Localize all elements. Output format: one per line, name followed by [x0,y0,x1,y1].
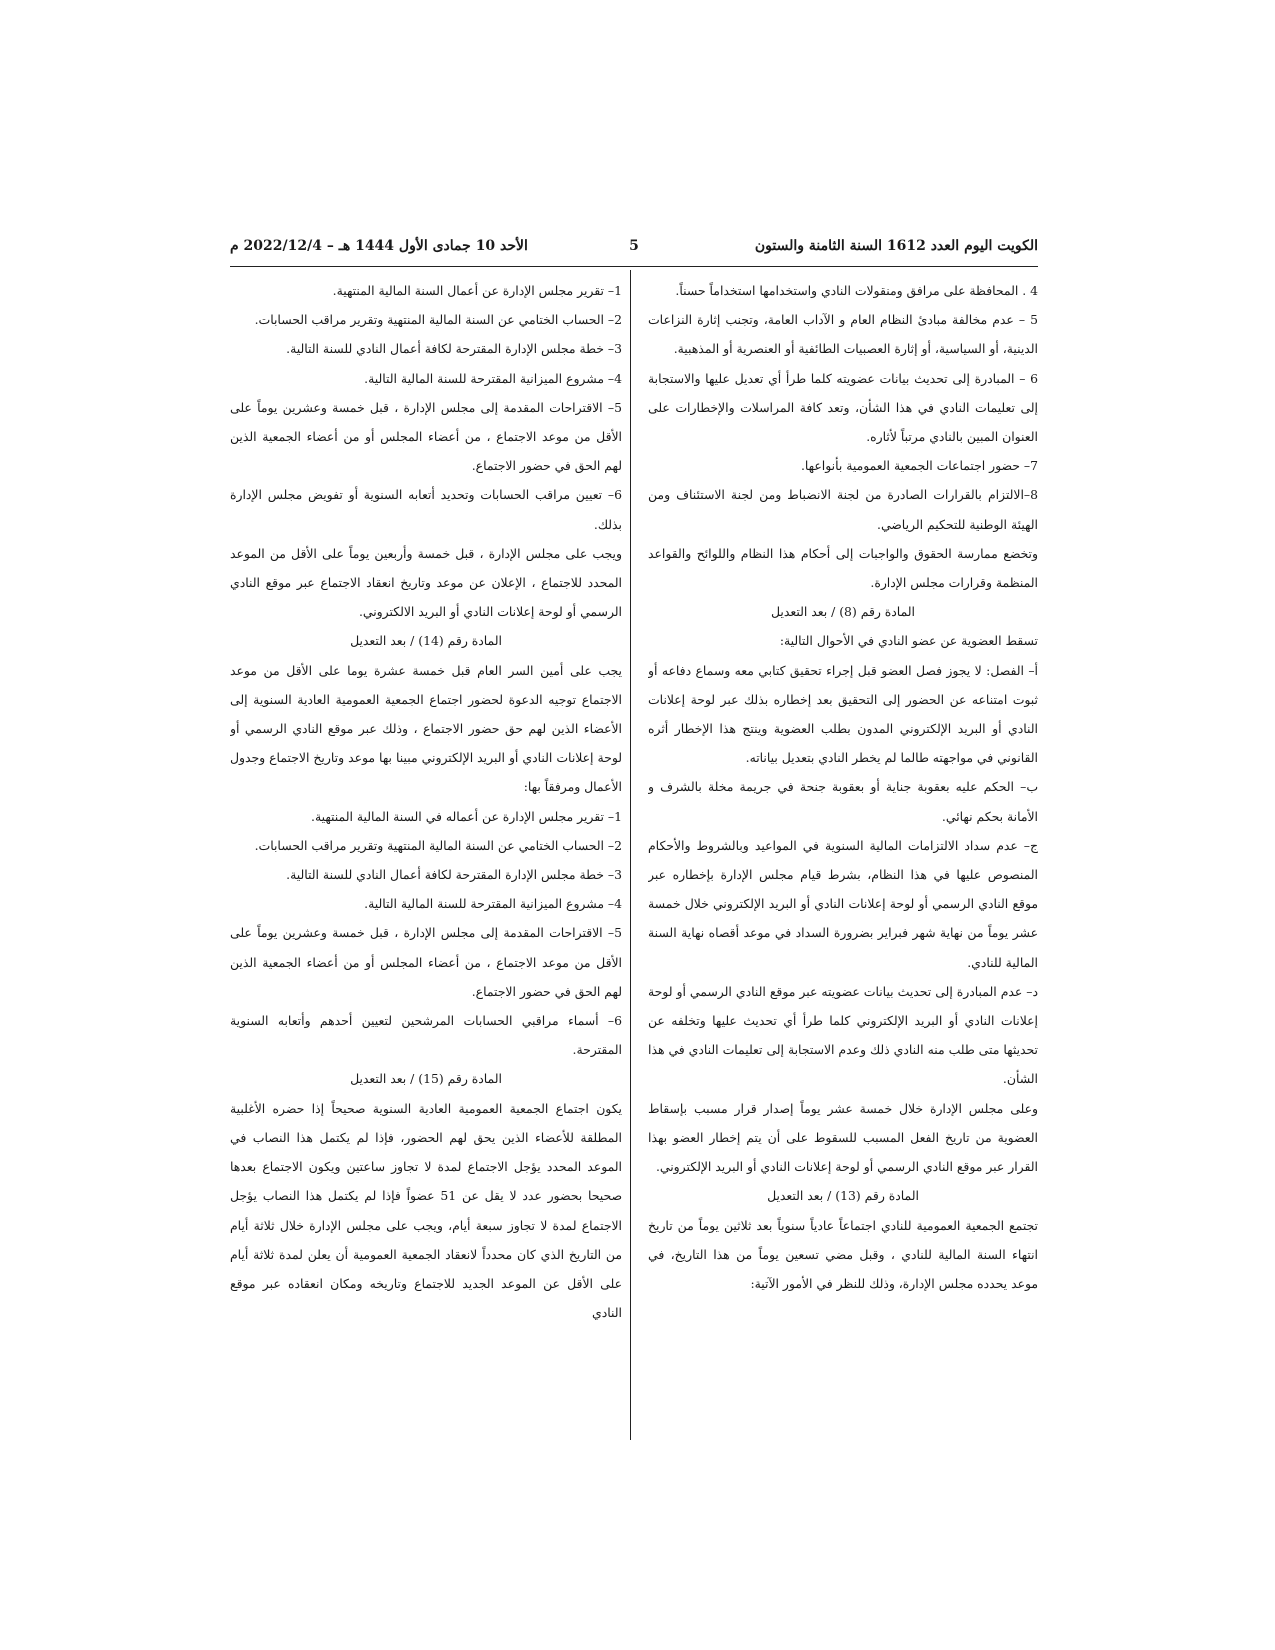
paragraph: 5– الاقتراحات المقدمة إلى مجلس الإدارة ، قبل خمسة وعشرين يوماً على الأقل من موعد الاجتماع ، من أعضاء المجلس أو من أعضاء الجمعية الذين لهم الحق في حضور الاجتماع. [230,925,622,999]
issue-date: الأحد 10 جمادى الأول 1444 هـ – 2022/12/4 م [230,238,528,254]
article-heading: المادة رقم (15) / بعد التعديل [350,1071,502,1087]
paragraph: 4– مشروع الميزانية المقترحة للسنة المالية التالية. [364,896,622,912]
page-header [230,238,1038,268]
paragraph: 6– أسماء مراقبي الحسابات المرشحين لتعيين أحدهم وأتعابه السنوية المقترحة. [230,1013,622,1058]
paragraph: 6 – المبادرة إلى تحديث بيانات عضويته كلما طرأ أي تعديل عليها والاستجابة إلى تعليمات النادي في هذا الشأن، وتعد كافة المراسلات والإخطارات على العنوان المبين بالنادي مرتباً لأثاره. [648,370,1038,445]
paragraph: يجب على أمين السر العام قبل خمسة عشرة يوما على الأقل من موعد الاجتماع توجيه الدعوة لحضور اجتماع الجمعية العمومية العادية السنوية إلى الأعضاء الذين لهم حق حضور الاجتماع ، وذلك عبر موقع النادي الرسمي أو لوحة إعلانات النادي أو البريد الإلكتروني مبينا بها موعد وتاريخ الاجتماع وجدول الأعمال ومرفقاً بها: [230,662,622,795]
header-rule [230,266,1038,267]
paragraph: تجتمع الجمعية العمومية للنادي اجتماعاً عادياً سنوياً بعد ثلاثين يوماً من تاريخ انتهاء السنة المالية للنادي ، وقبل مضي تسعين يوماً من هذا التاريخ، في موعد يحدده مجلس الإدارة، وذلك للنظر في الأمور الآتية: [648,1217,1038,1291]
paragraph: 3– خطة مجلس الإدارة المقترحة لكافة أعمال النادي للسنة التالية. [286,341,622,357]
column-divider [630,270,631,1440]
paragraph: 6– تعيين مراقب الحسابات وتحديد أتعابه السنوية أو تفويض مجلس الإدارة بذلك. [230,487,622,532]
paragraph: 4– مشروع الميزانية المقترحة للسنة المالية التالية. [364,370,622,386]
paragraph: 5 – عدم مخالفة مبادئ النظام العام و الآداب العامة، وتجنب إثارة النزاعات الدينية، أو السياسية، أو إثارة العصبيات الطائفية أو العنصرية أو المذهبية. [648,312,1038,357]
paragraph: وعلى مجلس الإدارة خلال خمسة عشر يوماً إصدار قرار مسبب بإسقاط العضوية من تاريخ الفعل المسبب للسقوط على أن يتم إخطار العضو بهذا القرار عبر موقع النادي الرسمي أو لوحة إعلانات النادي أو البريد الإلكتروني. [648,1100,1038,1175]
paragraph: ب– الحكم عليه بعقوبة جناية أو بعقوبة جنحة في جريمة مخلة بالشرف و الأمانة بحكم نهائي. [648,779,1038,824]
paragraph: 5– الاقتراحات المقدمة إلى مجلس الإدارة ، قبل خمسة وعشرين يوماً على الأقل من موعد الاجتماع ، من أعضاء المجلس أو من أعضاء الجمعية الذين لهم الحق في حضور الاجتماع. [230,399,622,474]
paragraph: 4 . المحافظة على مرافق ومنقولات النادي واستخدامها استخداماً حسناً. [675,283,1038,298]
article-heading: المادة رقم (13) / بعد التعديل [767,1188,919,1204]
paragraph: 2– الحساب الختامي عن السنة المالية المنتهية وتقرير مراقب الحسابات. [254,837,622,853]
gazette-issue-title: الكويت اليوم العدد 1612 السنة الثامنة والستون [754,238,1038,254]
paragraph: 1– تقرير مجلس الإدارة عن أعمال السنة المالية المنتهية. [332,283,622,298]
right-column [648,276,1038,1436]
paragraph: 1– تقرير مجلس الإدارة عن أعماله في السنة المالية المنتهية. [311,808,622,824]
article-heading: المادة رقم (8) / بعد التعديل [771,604,915,620]
paragraph: ج– عدم سداد الالتزامات المالية السنوية في المواعيد وبالشروط والأحكام المنصوص عليها في هذا النظام، بشرط قيام مجلس الإدارة بإخطاره عبر موقع النادي الرسمي أو لوحة إعلانات النادي أو البريد الإلكتروني خلال خمسة عشر يوماً من نهاية شهر فبراير بضرورة السداد في موعد أقصاه نهاية السنة المالية للنادي. [648,837,1038,970]
page-number: 5 [629,238,639,254]
left-column [230,276,622,1436]
paragraph: تسقط العضوية عن عضو النادي في الأحوال التالية: [779,633,1038,649]
paragraph: وتخضع ممارسة الحقوق والواجبات إلى أحكام هذا النظام واللوائح والقواعد المنظمة وقرارات مجلس الإدارة. [648,545,1038,591]
article-heading: المادة رقم (14) / بعد التعديل [350,633,502,649]
paragraph: 3– خطة مجلس الإدارة المقترحة لكافة أعمال النادي للسنة التالية. [286,867,622,883]
paragraph: 8–الالتزام بالقرارات الصادرة من لجنة الانضباط ومن لجنة الاستئناف ومن الهيئة الوطنية للتحكيم الرياضي. [648,487,1038,532]
paragraph: ويجب على مجلس الإدارة ، قبل خمسة وأربعين يوماً على الأقل من الموعد المحدد للاجتماع ، الإعلان عن موعد وتاريخ انعقاد الاجتماع عبر موقع النادي الرسمي أو لوحة إعلانات النادي أو البريد الالكتروني. [230,545,622,620]
paragraph: 2– الحساب الختامي عن السنة المالية المنتهية وتقرير مراقب الحسابات. [254,312,622,328]
paragraph: أ– الفصل: لا يجوز فصل العضو قبل إجراء تحقيق كتابي معه وسماع دفاعه أو ثبوت امتناعه عن الحضور إلى التحقيق بعد إخطاره بذلك عبر لوحة إعلانات النادي أو البريد الإلكتروني المدون بطلب العضوية وينتج هذا الإخطار أثره القانوني في مواجهته طالما لم يخطر النادي بتعديل بياناته. [648,662,1038,766]
paragraph: د– عدم المبادرة إلى تحديث بيانات عضويته عبر موقع النادي الرسمي أو لوحة إعلانات النادي أو البريد الإلكتروني كلما طرأ أي تحديث عليها وتخلفه عن تحديثها متى طلب منه النادي ذلك وعدم الاستجابة إلى تعليمات النادي في هذا الشأن. [648,983,1038,1087]
paragraph: 7– حضور اجتماعات الجمعية العمومية بأنواعها. [800,458,1038,474]
paragraph: يكون اجتماع الجمعية العمومية العادية السنوية صحيحاً إذا حضره الأغلبية المطلقة للأعضاء الذين يحق لهم الحضور، فإذا لم يكتمل هذا النصاب في الموعد المحدد يؤجل الاجتماع لمدة لا تجاوز ساعتين ويكون الاجتماع بعدها صحيحا بحضور عدد لا يقل عن 51 عضواً فإذا لم يكتمل هذا النصاب يؤجل الاجتماع لمدة لا تجاوز سبعة أيام، ويجب على مجلس الإدارة خلال ثلاثة أيام من التاريخ الذي كان محدداً لانعقاد الجمعية العمومية أن يعلن لمدة ثلاثة أيام على الأقل عن الموعد الجديد للاجتماع وتاريخه ومكان انعقاده عبر موقع النادي [230,1100,622,1321]
